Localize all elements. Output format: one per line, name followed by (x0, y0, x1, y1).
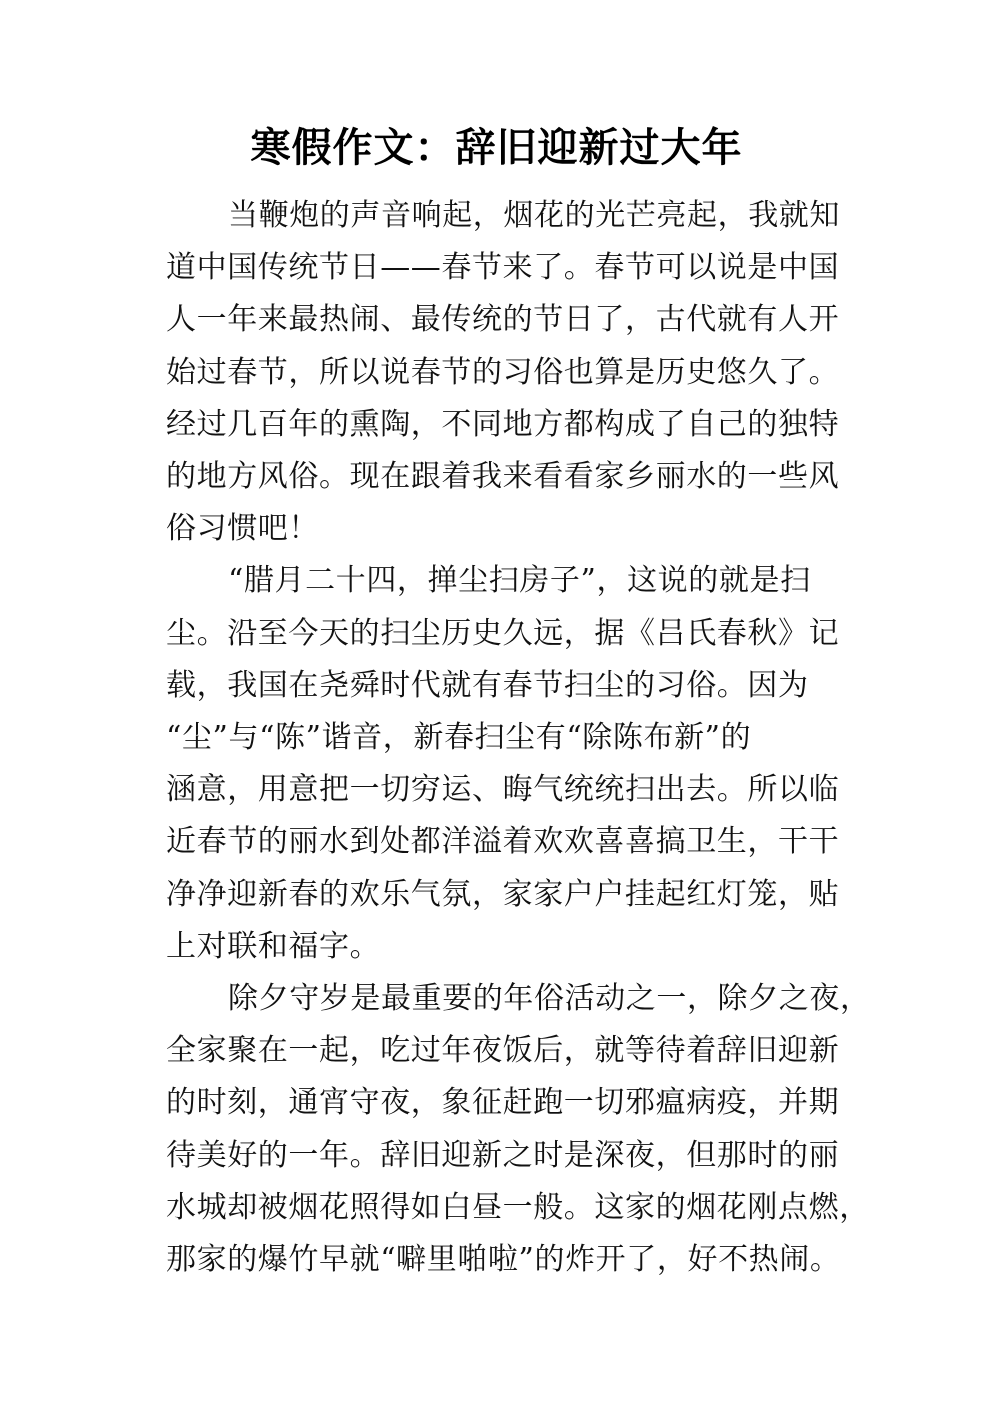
text-line: 的时刻，通宵守夜，象征赶跑一切邪瘟病疫，并期 (166, 1085, 840, 1121)
document-title: 寒假作文：辞旧迎新过大年 (250, 125, 743, 171)
text-line: 除夕守岁是最重要的年俗活动之一，除夕之夜， (228, 981, 871, 1017)
paragraph-2 (166, 555, 846, 973)
text-line: 载，我国在尧舜时代就有春节扫尘的习俗。因为 (166, 667, 809, 703)
text-line: 近春节的丽水到处都洋溢着欢欢喜喜搞卫生，干干 (166, 824, 840, 860)
text-line: 经过几百年的熏陶，不同地方都构成了自己的独特 (166, 406, 840, 442)
text-line: 始过春节，所以说春节的习俗也算是历史悠久了。 (166, 354, 840, 390)
text-line: 上对联和福字。 (166, 928, 381, 964)
document-body (166, 190, 871, 1286)
text-line: 净净迎新春的欢乐气氛，家家户户挂起红灯笼，贴 (166, 876, 840, 912)
text-line: 涵意，用意把一切穷运、晦气统统扫出去。所以临 (166, 772, 840, 808)
text-line: 的地方风俗。现在跟着我来看看家乡丽水的一些风 (166, 459, 840, 495)
text-line: 那家的爆竹早就“噼里啪啦”的炸开了，好不热闹。 (166, 1242, 841, 1278)
paragraph-3 (166, 973, 871, 1286)
text-line: 当鞭炮的声音响起，烟花的光芒亮起，我就知 (228, 198, 840, 233)
text-line: 道中国传统节日——春节来了。春节可以说是中国 (166, 250, 840, 286)
text-line: 尘。沿至今天的扫尘历史久远，据《吕氏春秋》记 (166, 615, 840, 651)
text-line: 人一年来最热闹、最传统的节日了，古代就有人开 (166, 302, 840, 338)
text-line: “尘”与“陈”谐音，新春扫尘有“除陈布新”的 (166, 720, 752, 756)
paragraph-1 (166, 190, 846, 555)
text-line: 全家聚在一起，吃过年夜饭后，就等待着辞旧迎新 (166, 1033, 840, 1069)
text-line: “腊月二十四，掸尘扫房子”，这说的就是扫 (228, 563, 811, 599)
text-line: 水城却被烟花照得如白昼一般。这家的烟花刚点燃， (166, 1189, 870, 1225)
text-line: 待美好的一年。辞旧迎新之时是深夜，但那时的丽 (166, 1137, 840, 1173)
text-line: 俗习惯吧！ (166, 511, 319, 547)
